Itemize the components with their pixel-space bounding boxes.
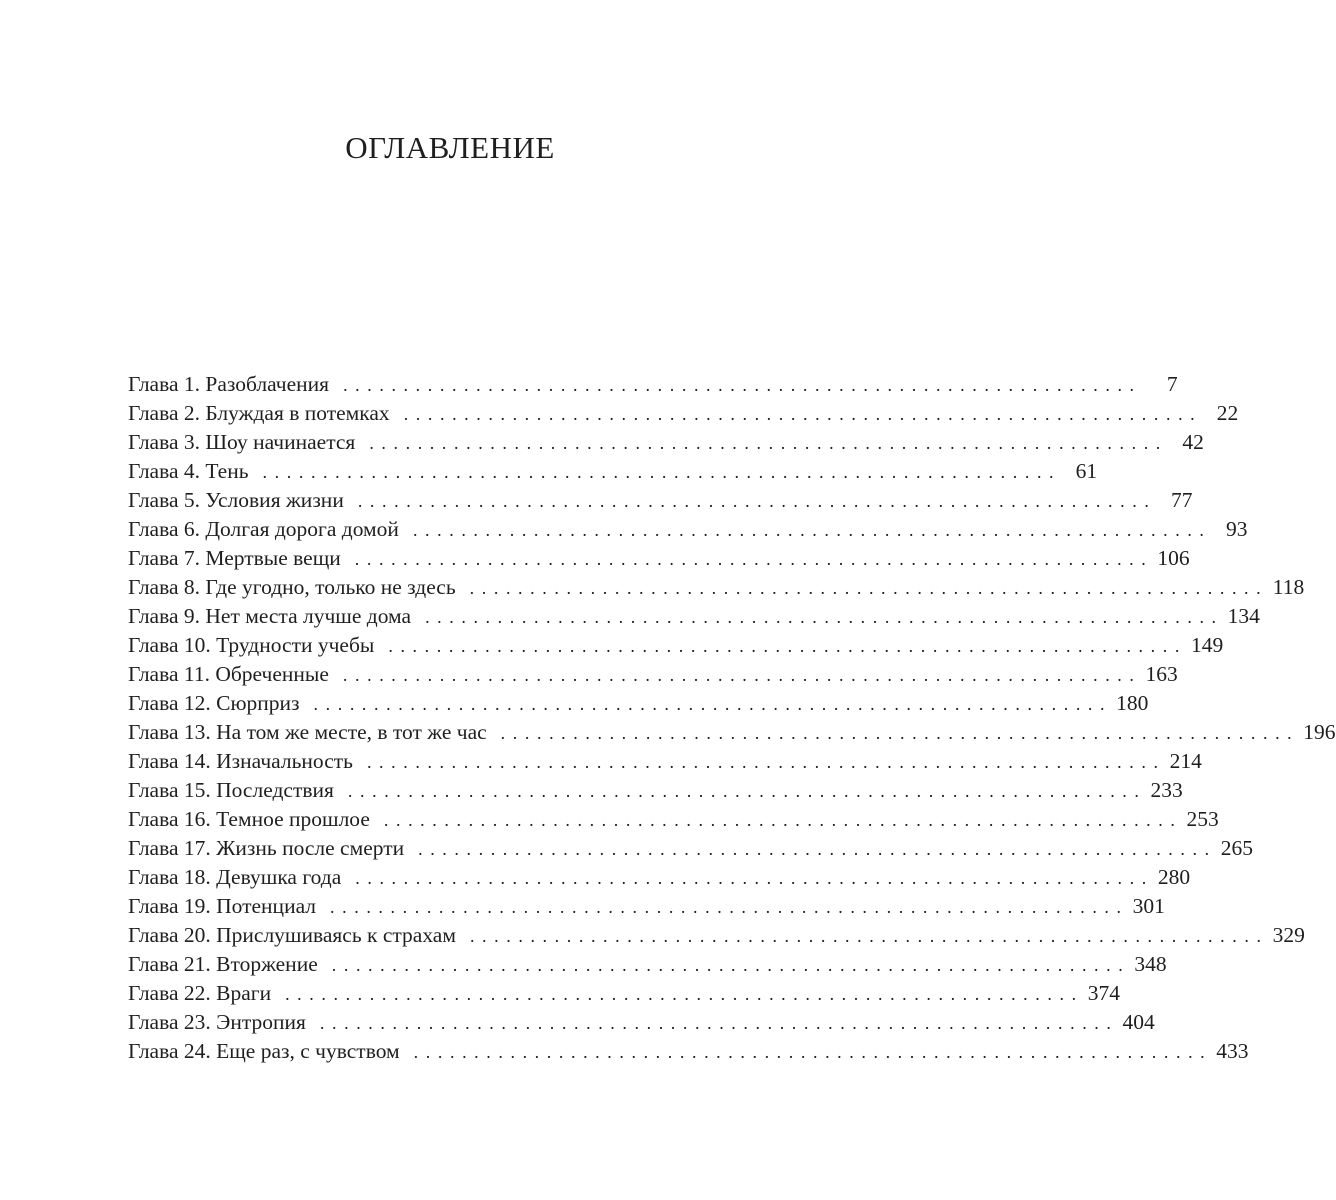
toc-entry-title: Глава 21. Вторжение	[128, 952, 318, 976]
toc-entry-title: Глава 8. Где угодно, только не здесь	[128, 575, 456, 599]
toc-leader-dots: ..................................................................	[347, 781, 1147, 801]
toc-entry-page: 42	[1182, 430, 1204, 454]
toc-entry[interactable]	[128, 486, 1193, 515]
toc-entry-page: 374	[1087, 981, 1120, 1005]
toc-entry-page: 149	[1190, 633, 1224, 657]
toc-entry-page: 7	[1166, 372, 1178, 396]
toc-entry[interactable]	[128, 370, 1178, 399]
toc-leader-dots: ..................................................................	[388, 636, 1187, 656]
toc-entry-page: 134	[1227, 604, 1260, 628]
toc-entry-page: 280	[1157, 865, 1191, 889]
toc-entry-title: Глава 11. Обреченные	[128, 662, 329, 686]
toc-entry-title: Глава 9. Нет места лучше дома	[128, 604, 412, 628]
table-of-contents	[128, 370, 1336, 1066]
toc-entry-title: Глава 23. Энтропия	[128, 1010, 306, 1034]
toc-entry[interactable]	[128, 805, 1219, 834]
toc-entry-page: 196	[1303, 720, 1336, 744]
toc-leader-dots: ..................................................................	[369, 433, 1168, 453]
toc-entry[interactable]	[128, 660, 1178, 689]
toc-leader-dots: ..................................................................	[500, 723, 1300, 743]
toc-entry-page: 348	[1134, 952, 1167, 976]
toc-entry-title: Глава 1. Разоблачения	[128, 372, 330, 396]
toc-entry-title: Глава 6. Долгая дорога домой	[128, 517, 399, 541]
toc-leader-dots: ..................................................................	[357, 491, 1157, 511]
toc-entry-page: 301	[1132, 894, 1165, 918]
toc-entry[interactable]	[128, 573, 1305, 602]
toc-entry-title: Глава 3. Шоу начинается	[128, 430, 356, 454]
toc-leader-dots: ..................................................................	[313, 694, 1113, 714]
toc-entry-title: Глава 15. Последствия	[128, 778, 334, 802]
toc-entry-page: 22	[1216, 401, 1239, 425]
toc-entry-page: 265	[1220, 836, 1253, 860]
toc-entry-page: 163	[1145, 662, 1178, 686]
toc-entry-page: 180	[1116, 691, 1149, 715]
toc-entry-title: Глава 2. Блуждая в потемках	[128, 401, 390, 425]
toc-entry[interactable]	[128, 602, 1260, 631]
toc-leader-dots: ..................................................................	[366, 752, 1166, 772]
toc-leader-dots: ..................................................................	[469, 578, 1269, 598]
toc-entry-title: Глава 12. Сюрприз	[128, 691, 300, 715]
toc-leader-dots: ..................................................................	[413, 1042, 1213, 1062]
toc-leader-dots: ..................................................................	[403, 404, 1203, 424]
toc-entry[interactable]	[128, 1008, 1155, 1037]
toc-entry-title: Глава 20. Прислушиваясь к страхам	[128, 923, 456, 947]
toc-entry[interactable]	[128, 863, 1191, 892]
toc-entry[interactable]	[128, 921, 1305, 950]
toc-entry-page: 77	[1170, 488, 1193, 512]
page-title: ОГЛАВЛЕНИЕ	[345, 130, 555, 165]
toc-entry[interactable]	[128, 1037, 1249, 1066]
toc-leader-dots: ..................................................................	[331, 955, 1131, 975]
toc-entry-page: 106	[1157, 546, 1190, 570]
toc-entry[interactable]	[128, 428, 1204, 457]
toc-leader-dots: ..................................................................	[383, 810, 1183, 830]
toc-entry-page: 404	[1122, 1010, 1155, 1034]
toc-entry-title: Глава 5. Условия жизни	[128, 488, 344, 512]
toc-entry-title: Глава 22. Враги	[128, 981, 272, 1005]
toc-entry-title: Глава 7. Мертвые вещи	[128, 546, 341, 570]
toc-entry-page: 118	[1272, 575, 1305, 599]
toc-entry-page: 93	[1226, 517, 1248, 541]
toc-leader-dots: ..................................................................	[343, 375, 1142, 395]
toc-entry-page: 61	[1075, 459, 1098, 483]
toc-entry[interactable]	[128, 776, 1183, 805]
toc-entry[interactable]	[128, 544, 1190, 573]
toc-entry-page: 329	[1272, 923, 1305, 947]
toc-entry-title: Глава 18. Девушка года	[128, 865, 342, 889]
toc-leader-dots: ..................................................................	[355, 868, 1154, 888]
toc-leader-dots: ..................................................................	[285, 984, 1084, 1004]
toc-entry[interactable]	[128, 689, 1149, 718]
toc-leader-dots: ..................................................................	[342, 665, 1142, 685]
toc-entry-title: Глава 4. Тень	[128, 459, 249, 483]
toc-entry[interactable]	[128, 631, 1224, 660]
toc-leader-dots: ..................................................................	[412, 520, 1212, 540]
toc-entry[interactable]	[128, 515, 1248, 544]
toc-entry[interactable]	[128, 457, 1098, 486]
toc-entry[interactable]	[128, 718, 1336, 747]
toc-entry-page: 253	[1186, 807, 1219, 831]
toc-entry-title: Глава 17. Жизнь после смерти	[128, 836, 405, 860]
toc-entry[interactable]	[128, 892, 1165, 921]
toc-entry-title: Глава 13. На том же месте, в тот же час	[128, 720, 487, 744]
toc-leader-dots: ..................................................................	[469, 926, 1269, 946]
toc-entry[interactable]	[128, 979, 1120, 1008]
toc-entry-title: Глава 24. Еще раз, с чувством	[128, 1039, 400, 1063]
toc-leader-dots: ..................................................................	[425, 607, 1224, 627]
toc-entry-page: 214	[1169, 749, 1202, 773]
toc-entry-title: Глава 14. Изначальность	[128, 749, 353, 773]
toc-entry-title: Глава 16. Темное прошлое	[128, 807, 370, 831]
toc-entry-title: Глава 10. Трудности учебы	[128, 633, 375, 657]
toc-entry[interactable]	[128, 950, 1167, 979]
toc-entry[interactable]	[128, 747, 1202, 776]
toc-entry-title: Глава 19. Потенциал	[128, 894, 317, 918]
toc-leader-dots: ..................................................................	[418, 839, 1217, 859]
toc-entry-page: 433	[1216, 1039, 1249, 1063]
toc-leader-dots: ..................................................................	[262, 462, 1062, 482]
toc-entry[interactable]	[128, 399, 1239, 428]
toc-entry[interactable]	[128, 834, 1253, 863]
toc-entry-page: 233	[1150, 778, 1183, 802]
toc-leader-dots: ..................................................................	[319, 1013, 1119, 1033]
toc-leader-dots: ..................................................................	[330, 897, 1129, 917]
toc-leader-dots: ..................................................................	[354, 549, 1154, 569]
